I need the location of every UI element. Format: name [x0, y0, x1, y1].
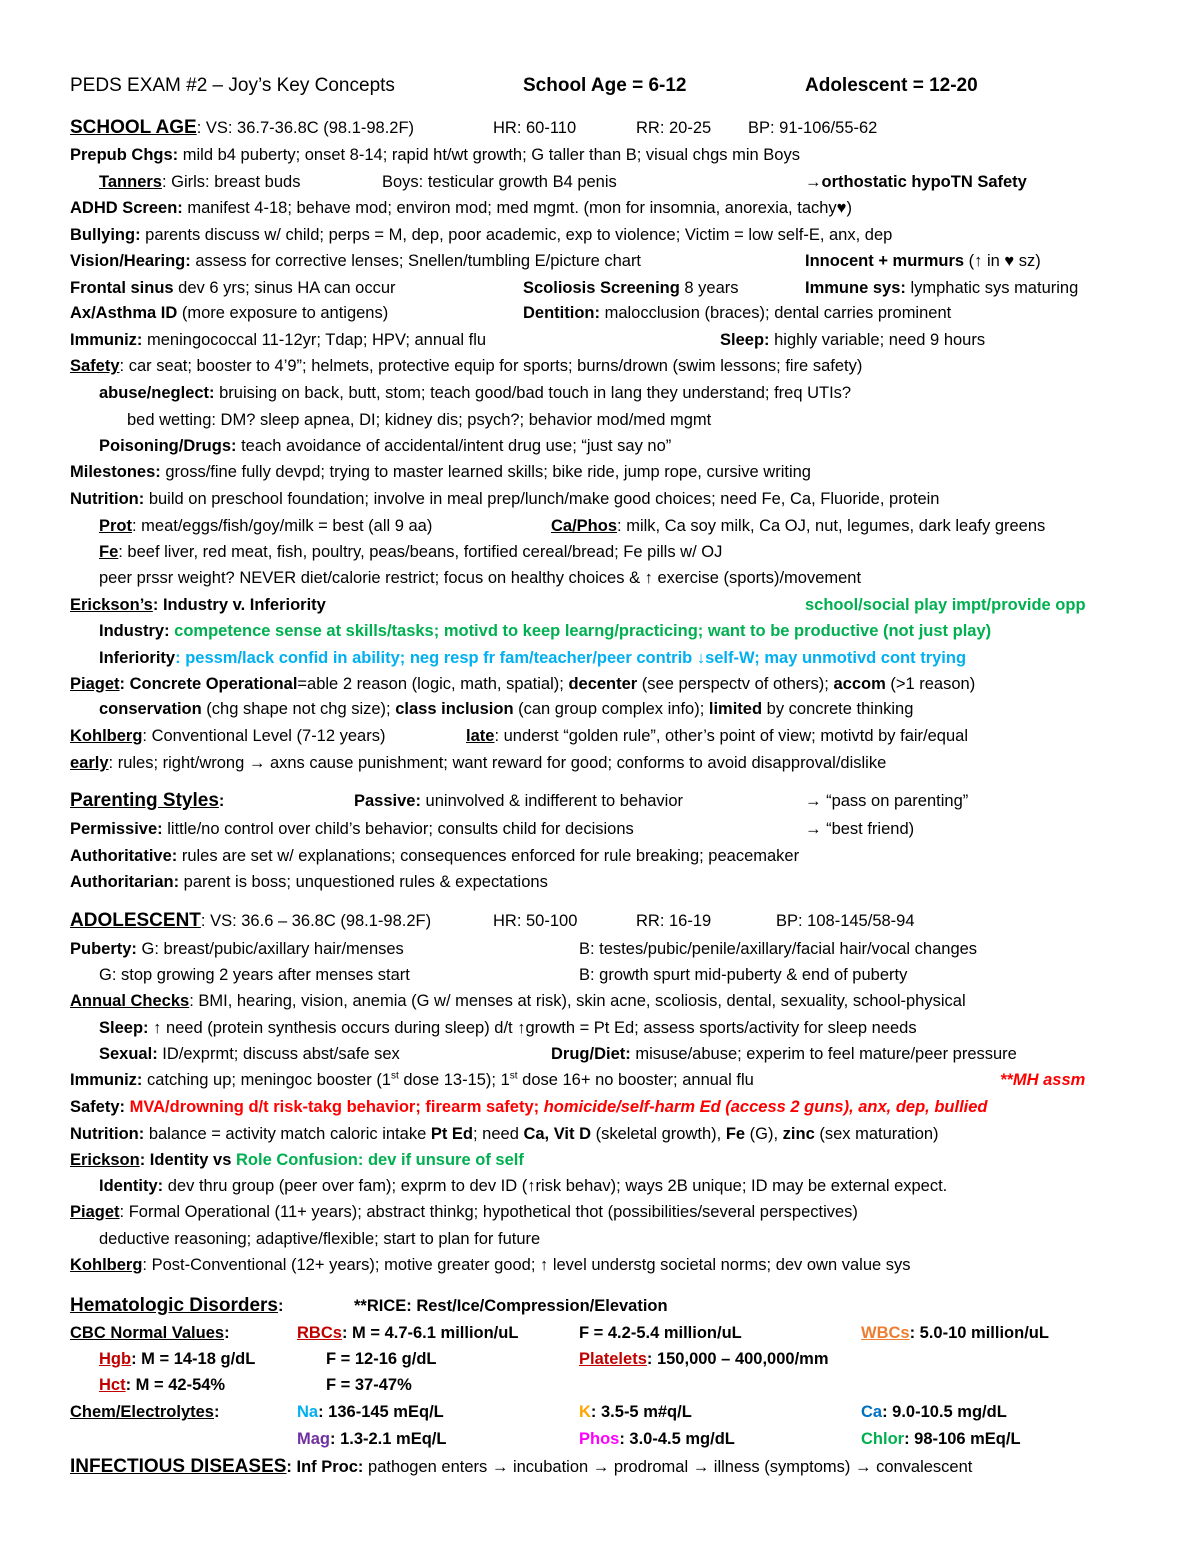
frontal-sinus-line: Frontal sinus dev 6 yrs; sinus HA can occur Scoliosis Screening 8 years Immune sys: lymphatic sys maturing [70, 279, 1079, 297]
authoritative-line: Authoritative: rules are set w/ explanations; consequences enforced for rule breaking; peacemaker [70, 847, 800, 865]
adolescent-safety-line: Safety: MVA/drowning d/t risk-takg behavior; firearm safety; homicide/self-harm Ed (access 2 guns), anx, dep, bullied [70, 1098, 988, 1116]
inferiority-line: Inferiority: pessm/lack confid in ability; neg resp fr fam/teacher/peer contrib ↓self-W; may unmotivd cont trying [99, 649, 967, 667]
cbc-line: CBC Normal Values: RBCs: M = 4.7-6.1 million/uL F = 4.2-5.4 million/uL WBCs: 5.0-10 million/uL [70, 1324, 1049, 1342]
school-age-hr: HR: 60-110 [493, 119, 577, 137]
poisoning-line: Poisoning/Drugs: teach avoidance of accidental/intent drug use; “just say no” [99, 437, 672, 455]
header-line [0, 74, 1200, 98]
safety-line: Safety: car seat; booster to 4’9”; helmets, protective equip for sports; burns/drown (swim lessons; fire safety) [70, 357, 863, 375]
electrolytes-line: Mag: 1.3-2.1 mEq/L Phos: 3.0-4.5 mg/dL Chlor: 98-106 mEq/L [297, 1430, 1021, 1448]
annual-checks-line: Annual Checks: BMI, hearing, vision, anemia (G w/ menses at risk), skin acne, scoliosis, dental, sexuality, school-physical [70, 992, 966, 1010]
infectious-heading: INFECTIOUS DISEASES [70, 1456, 287, 1477]
hgb-line: Hgb: M = 14-18 g/dL F = 12-16 g/dL Platelets: 150,000 – 400,000/mm [99, 1350, 829, 1368]
vision-line: Vision/Hearing: assess for corrective lenses; Snellen/tumbling E/picture chart Innocent + murmurs (↑ in ♥ sz) [70, 252, 1041, 270]
adolescent-kohlberg-line: Kohlberg: Post-Conventional (12+ years); motive greater good; ↑ level understg societal norms; dev own value sys [70, 1256, 911, 1274]
erickson-line: Erickson’s: Industry v. Inferiority school/social play impt/provide opp [70, 596, 1086, 614]
bedwetting-line: bed wetting: DM? sleep apnea, DI; kidney dis; psych?; behavior mod/med mgmt [127, 411, 712, 429]
industry-line: Industry: competence sense at skills/tasks; motivd to keep learng/practicing; want to be productive (not just play) [99, 622, 992, 640]
hematologic-heading-line: Hematologic Disorders: **RICE: Rest/Ice/Compression/Elevation [70, 1295, 668, 1316]
adhd-line: ADHD Screen: manifest 4-18; behave mod; environ mod; med mgmt. (mon for insomnia, anorexia, tachy♥) [70, 199, 852, 217]
chem-line: Chem/Electrolytes: Na: 136-145 mEq/L K: 3.5-5 m#q/L Ca: 9.0-10.5 mg/dL [70, 1403, 1007, 1421]
conservation-line: conservation (chg shape not chg size); class inclusion (can group complex info); limited by concrete thinking [99, 700, 914, 718]
hct-line: Hct: M = 42-54% F = 37-47% [99, 1376, 412, 1394]
nutrition-line: Nutrition: build on preschool foundation; involve in meal prep/lunch/make good choices; need Fe, Ca, Fluoride, protein [70, 490, 940, 508]
authoritarian-line: Authoritarian: parent is boss; unquestioned rules & expectations [70, 873, 548, 891]
immuniz-line: Immuniz: meningococcal 11-12yr; Tdap; HPV; annual flu Sleep: highly variable; need 9 hours [70, 331, 986, 349]
early-line: early: rules; right/wrong → axns cause punishment; want reward for good; conforms to avoid disapproval/dislike [70, 754, 887, 772]
kohlberg-line: Kohlberg: Conventional Level (7-12 years) late: underst “golden rule”, other’s point of view; motivtd by fair/equal [70, 727, 968, 745]
parenting-heading: Parenting Styles [70, 790, 219, 811]
permissive-line: Permissive: little/no control over child’s behavior; consults child for decisions → “best friend) [70, 820, 915, 838]
bullying-line: Bullying: parents discuss w/ child; perps = M, dep, poor academic, exp to violence; Victim = low self-E, anx, dep [70, 226, 893, 244]
document-title: PEDS EXAM #2 – Joy’s Key Concepts [70, 75, 395, 96]
sexual-line: Sexual: ID/exprmt; discuss abst/safe sex Drug/Diet: misuse/abuse; experim to feel mature/peer pressure [99, 1045, 1017, 1063]
milestones-line: Milestones: gross/fine fully devpd; trying to master learned skills; bike ride, jump rope, cursive writing [70, 463, 811, 481]
abuse-line: abuse/neglect: bruising on back, butt, stom; teach good/bad touch in lang they understand; freq UTIs? [99, 384, 852, 402]
protein-line: Prot: meat/eggs/fish/goy/milk = best (all 9 aa) Ca/Phos: milk, Ca soy milk, Ca OJ, nut, legumes, dark leafy greens [99, 517, 1046, 535]
prepub-line: Prepub Chgs: mild b4 puberty; onset 8-14; rapid ht/wt growth; G taller than B; visual chgs min Boys [70, 146, 800, 164]
adolescent-piaget-line: Piaget: Formal Operational (11+ years); abstract thinkg; hypothetical thot (possibilities/several perspectives) [70, 1203, 858, 1221]
tanners-line: Tanners: Girls: breast buds Boys: testicular growth B4 penis →orthostatic hypoTN Safety [99, 173, 1027, 191]
school-age-heading: SCHOOL AGE [70, 117, 197, 138]
deductive-line: deductive reasoning; adaptive/flexible; start to plan for future [99, 1230, 541, 1248]
infectious-line: INFECTIOUS DISEASES: Inf Proc: pathogen enters → incubation → prodromal → illness (symptoms) → convalescent [70, 1456, 973, 1477]
school-age-definition: School Age = 6-12 [523, 75, 687, 96]
adolescent-erickson-line: Erickson: Identity vs Role Confusion: dev if unsure of self [70, 1151, 524, 1169]
asthma-line: Ax/Asthma ID (more exposure to antigens) Dentition: malocclusion (braces); dental carries prominent [70, 304, 952, 322]
adolescent-nutrition-line: Nutrition: balance = activity match caloric intake Pt Ed; need Ca, Vit D (skeletal growth), Fe (G), zinc (sex maturation) [70, 1125, 939, 1143]
school-age-rr: RR: 20-25 [636, 119, 712, 137]
puberty-line: Puberty: G: breast/pubic/axillary hair/menses B: testes/pubic/penile/axillary/facial hair/vocal changes [70, 940, 978, 958]
adolescent-heading: ADOLESCENT [70, 910, 201, 931]
growth-stop-line: G: stop growing 2 years after menses start B: growth spurt mid-puberty & end of puberty [99, 966, 908, 984]
piaget-line: Piaget: Concrete Operational=able 2 reason (logic, math, spatial); decenter (see perspectv of others); accom (>1 reason) [70, 675, 976, 693]
adolescent-definition: Adolescent = 12-20 [805, 75, 978, 96]
parenting-heading-line: Parenting Styles: Passive: uninvolved & indifferent to behavior → “pass on parenting” [70, 790, 969, 811]
iron-line: Fe: beef liver, red meat, fish, poultry, peas/beans, fortified cereal/bread; Fe pills w/ OJ [99, 543, 723, 561]
adolescent-vitals: ADOLESCENT: VS: 36.6 – 36.8C (98.1-98.2F) HR: 50-100 RR: 16-19 BP: 108-145/58-94 [70, 910, 915, 931]
hematologic-heading: Hematologic Disorders [70, 1295, 278, 1316]
peer-pressure-line: peer prssr weight? NEVER diet/calorie restrict; focus on healthy choices & ↑ exercise (sports)/movement [99, 569, 862, 587]
adolescent-sleep-line: Sleep: ↑ need (protein synthesis occurs during sleep) d/t ↑growth = Pt Ed; assess sports/activity for sleep needs [99, 1019, 917, 1037]
identity-line: Identity: dev thru group (peer over fam); exprm to dev ID (↑risk behav); ways 2B unique; ID may be external expect. [99, 1177, 948, 1195]
adolescent-immuniz-line: Immuniz: catching up; meningoc booster (1st dose 13-15); 1st dose 16+ no booster; annual flu **MH assm [70, 1070, 1086, 1089]
school-age-vitals: SCHOOL AGE: VS: 36.7-36.8C (98.1-98.2F) HR: 60-110 RR: 20-25 BP: 91-106/55-62 [70, 117, 878, 138]
school-age-bp: BP: 91-106/55-62 [748, 119, 878, 137]
